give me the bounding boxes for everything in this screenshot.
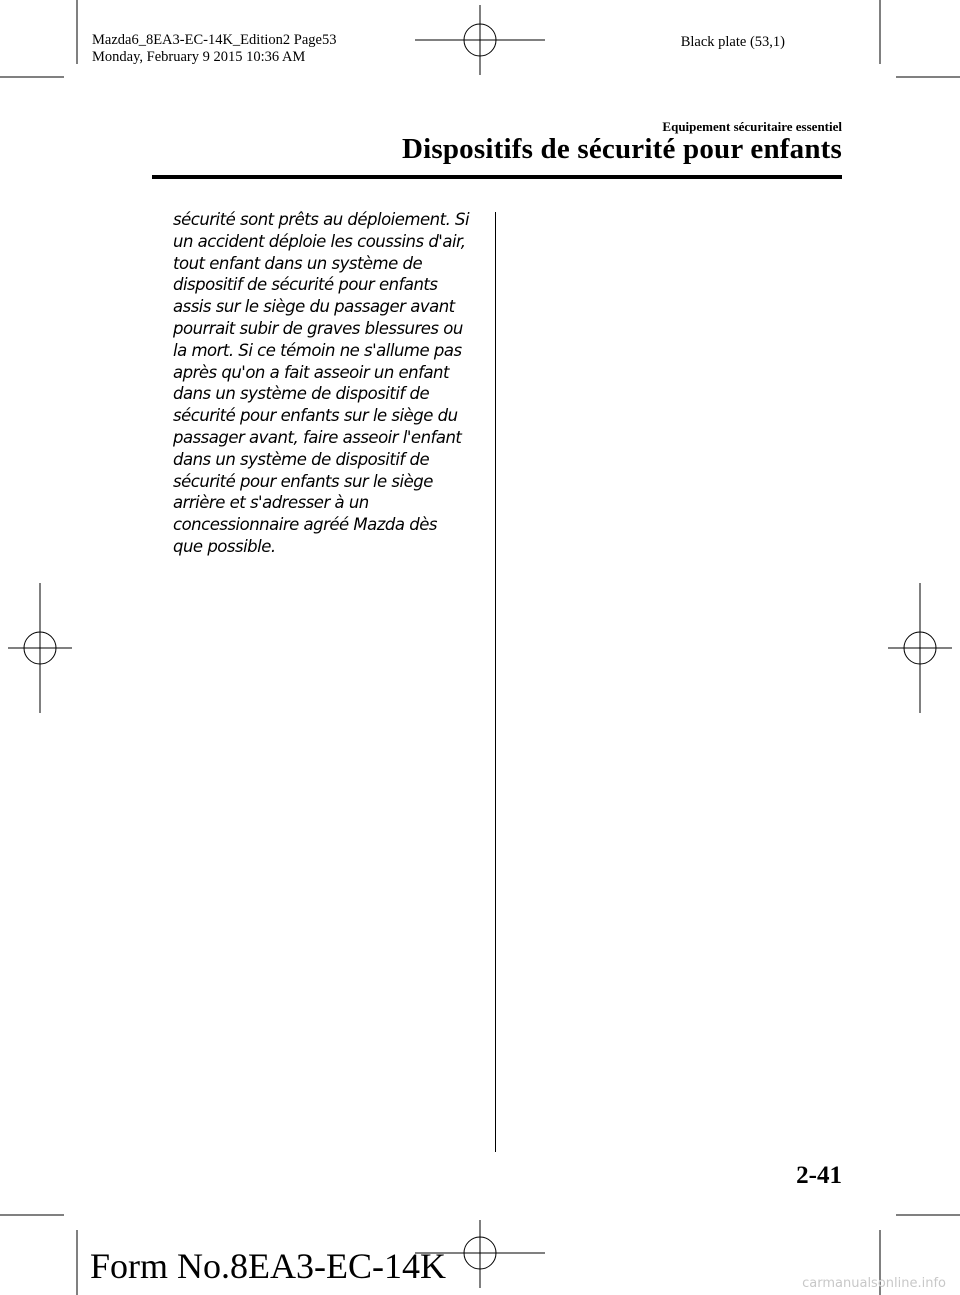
body-line: la mort. Si ce témoin ne s'allume pas: [173, 340, 462, 360]
body-line: passager avant, faire asseoir l'enfant: [173, 427, 462, 447]
plate-label: Black plate (53,1): [680, 34, 785, 50]
file-date-line: Monday, February 9 2015 10:36 AM: [92, 49, 306, 65]
body-line: un accident déploie les coussins d'air,: [173, 231, 466, 251]
body-line: sécurité pour enfants sur le siège du: [173, 406, 458, 426]
form-number: Form No.8EA3-EC-14K: [90, 1246, 446, 1286]
body-line: dans un système de dispositif de: [173, 449, 430, 469]
title-rule: [152, 175, 842, 179]
body-line: tout enfant dans un système de: [173, 253, 423, 273]
page-number: 2-41: [796, 1162, 842, 1189]
body-line: concessionnaire agréé Mazda dès: [173, 515, 437, 535]
warning-body-text: [173, 209, 493, 558]
registration-target-left: [8, 583, 72, 713]
section-heading: Equipement sécuritaire essentiel: [662, 119, 842, 134]
page-title: Dispositifs de sécurité pour enfants: [401, 133, 842, 165]
registration-target-top: [415, 5, 545, 75]
print-file-info: [92, 32, 336, 66]
file-name-line: Mazda6_8EA3-EC-14K_Edition2 Page53: [92, 32, 337, 48]
column-divider: [495, 212, 496, 1152]
body-line: arrière et s'adresser à un: [173, 493, 369, 513]
body-line: après qu'on a fait asseoir un enfant: [173, 362, 449, 382]
registration-target-right: [888, 583, 952, 713]
body-line: sécurité pour enfants sur le siège: [173, 471, 433, 491]
body-line: assis sur le siège du passager avant: [173, 297, 455, 317]
watermark: carmanualsonline.info: [802, 1276, 946, 1291]
body-line: que possible.: [173, 536, 276, 556]
body-line: dans un système de dispositif de: [173, 384, 430, 404]
body-line: pourrait subir de graves blessures ou: [173, 318, 463, 338]
body-line: dispositif de sécurité pour enfants: [173, 275, 438, 295]
body-line: sécurité sont prêts au déploiement. Si: [173, 210, 470, 229]
